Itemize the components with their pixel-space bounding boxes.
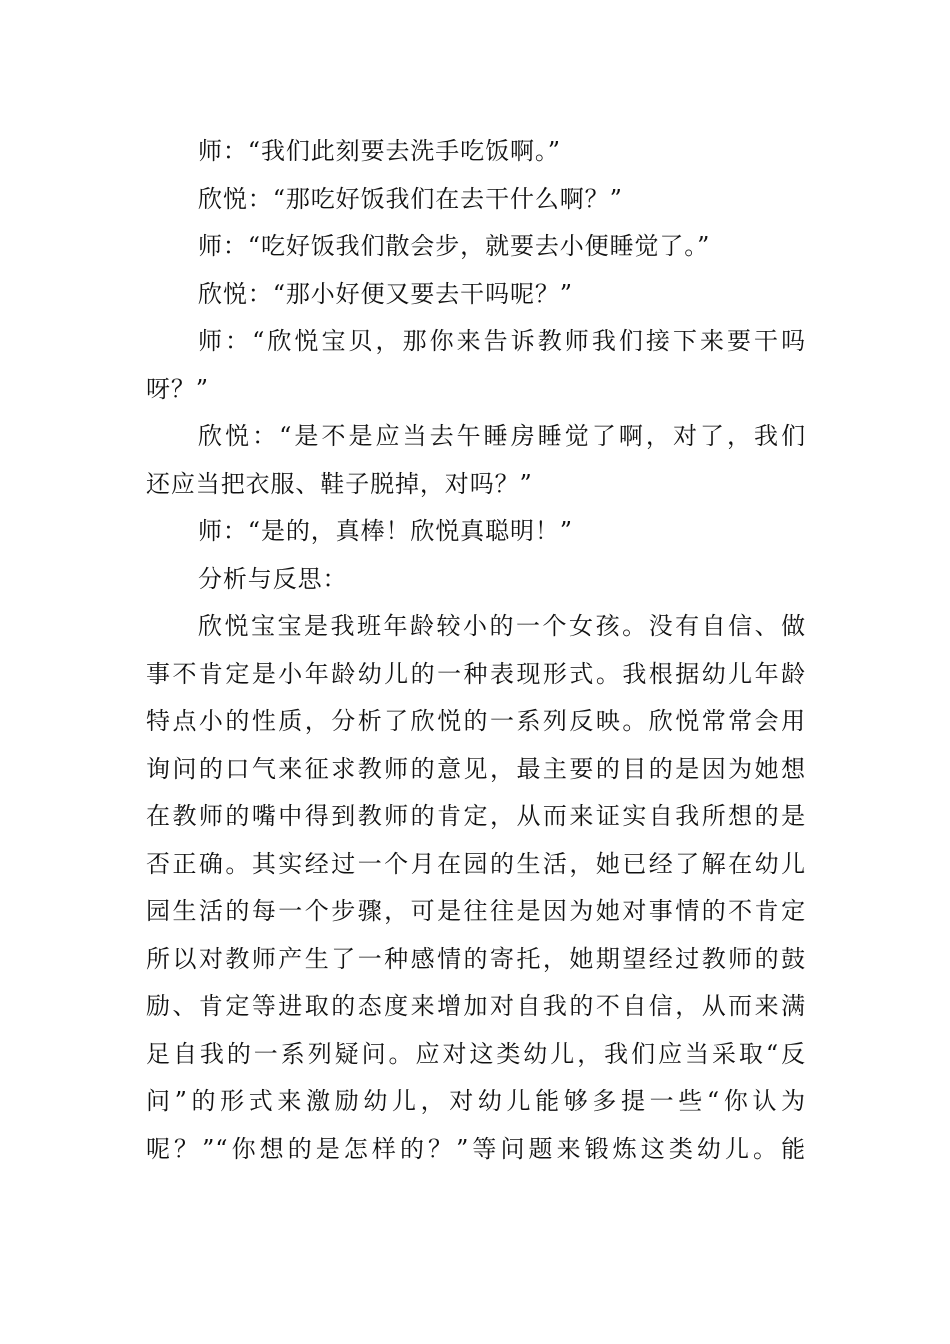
paragraph <box>146 603 806 1173</box>
text-line: 事不肯定是小年龄幼儿的一种表现形式。我根据幼儿年龄 <box>146 659 806 688</box>
text-line: 呢？”“你想的是怎样的？”等问题来锻炼这类幼儿。能 <box>146 1134 806 1163</box>
paragraph <box>146 271 806 319</box>
text-line: 欣悦：“那小好便又要去干吗呢？” <box>198 279 573 308</box>
text-line: 特点小的性质，分析了欣悦的一系列反映。欣悦常常会用 <box>146 707 806 735</box>
text-line: 欣悦宝宝是我班年龄较小的一个女孩。没有自信、做 <box>198 612 806 640</box>
text-line: 师：“是的，真棒！欣悦真聪明！” <box>198 517 573 545</box>
text-line: 分析与反思： <box>198 564 348 593</box>
paragraph <box>146 508 806 556</box>
text-line: 园生活的每一个步骤，可是往往是因为她对事情的不肯定 <box>146 897 806 925</box>
text-line: 还应当把衣服、鞋子脱掉，对吗？” <box>146 469 533 498</box>
text-line: 欣悦：“是不是应当去午睡房睡觉了啊，对了，我们 <box>198 422 806 450</box>
text-line: 欣悦：“那吃好饭我们在去干什么啊？” <box>198 184 623 213</box>
text-line: 否正确。其实经过一个月在园的生活，她已经了解在幼儿 <box>146 849 806 878</box>
paragraph <box>146 413 806 508</box>
text-line: 师：“我们此刻要去洗手吃饭啊。” <box>198 137 561 165</box>
paragraph <box>146 128 806 176</box>
text-line: 呀？” <box>146 374 209 403</box>
paragraph <box>146 176 806 224</box>
text-line: 问”的形式来激励幼儿，对幼儿能够多提一些“你认为 <box>146 1087 806 1115</box>
text-line: 师：“欣悦宝贝，那你来告诉教师我们接下来要干吗 <box>198 327 806 355</box>
text-line: 询问的口气来征求教师的意见，最主要的目的是因为她想 <box>146 754 806 783</box>
document-body <box>146 128 806 1173</box>
paragraph <box>146 318 806 413</box>
text-line: 师：“吃好饭我们散会步，就要去小便睡觉了。” <box>198 232 711 260</box>
text-line: 励、肯定等进取的态度来增加对自我的不自信，从而来满 <box>146 992 806 1020</box>
text-line: 在教师的嘴中得到教师的肯定，从而来证实自我所想的是 <box>146 802 806 830</box>
paragraph <box>146 556 806 604</box>
text-line: 足自我的一系列疑问。应对这类幼儿，我们应当采取“反 <box>146 1039 806 1068</box>
text-line: 所以对教师产生了一种感情的寄托，她期望经过教师的鼓 <box>146 944 806 973</box>
paragraph <box>146 223 806 271</box>
